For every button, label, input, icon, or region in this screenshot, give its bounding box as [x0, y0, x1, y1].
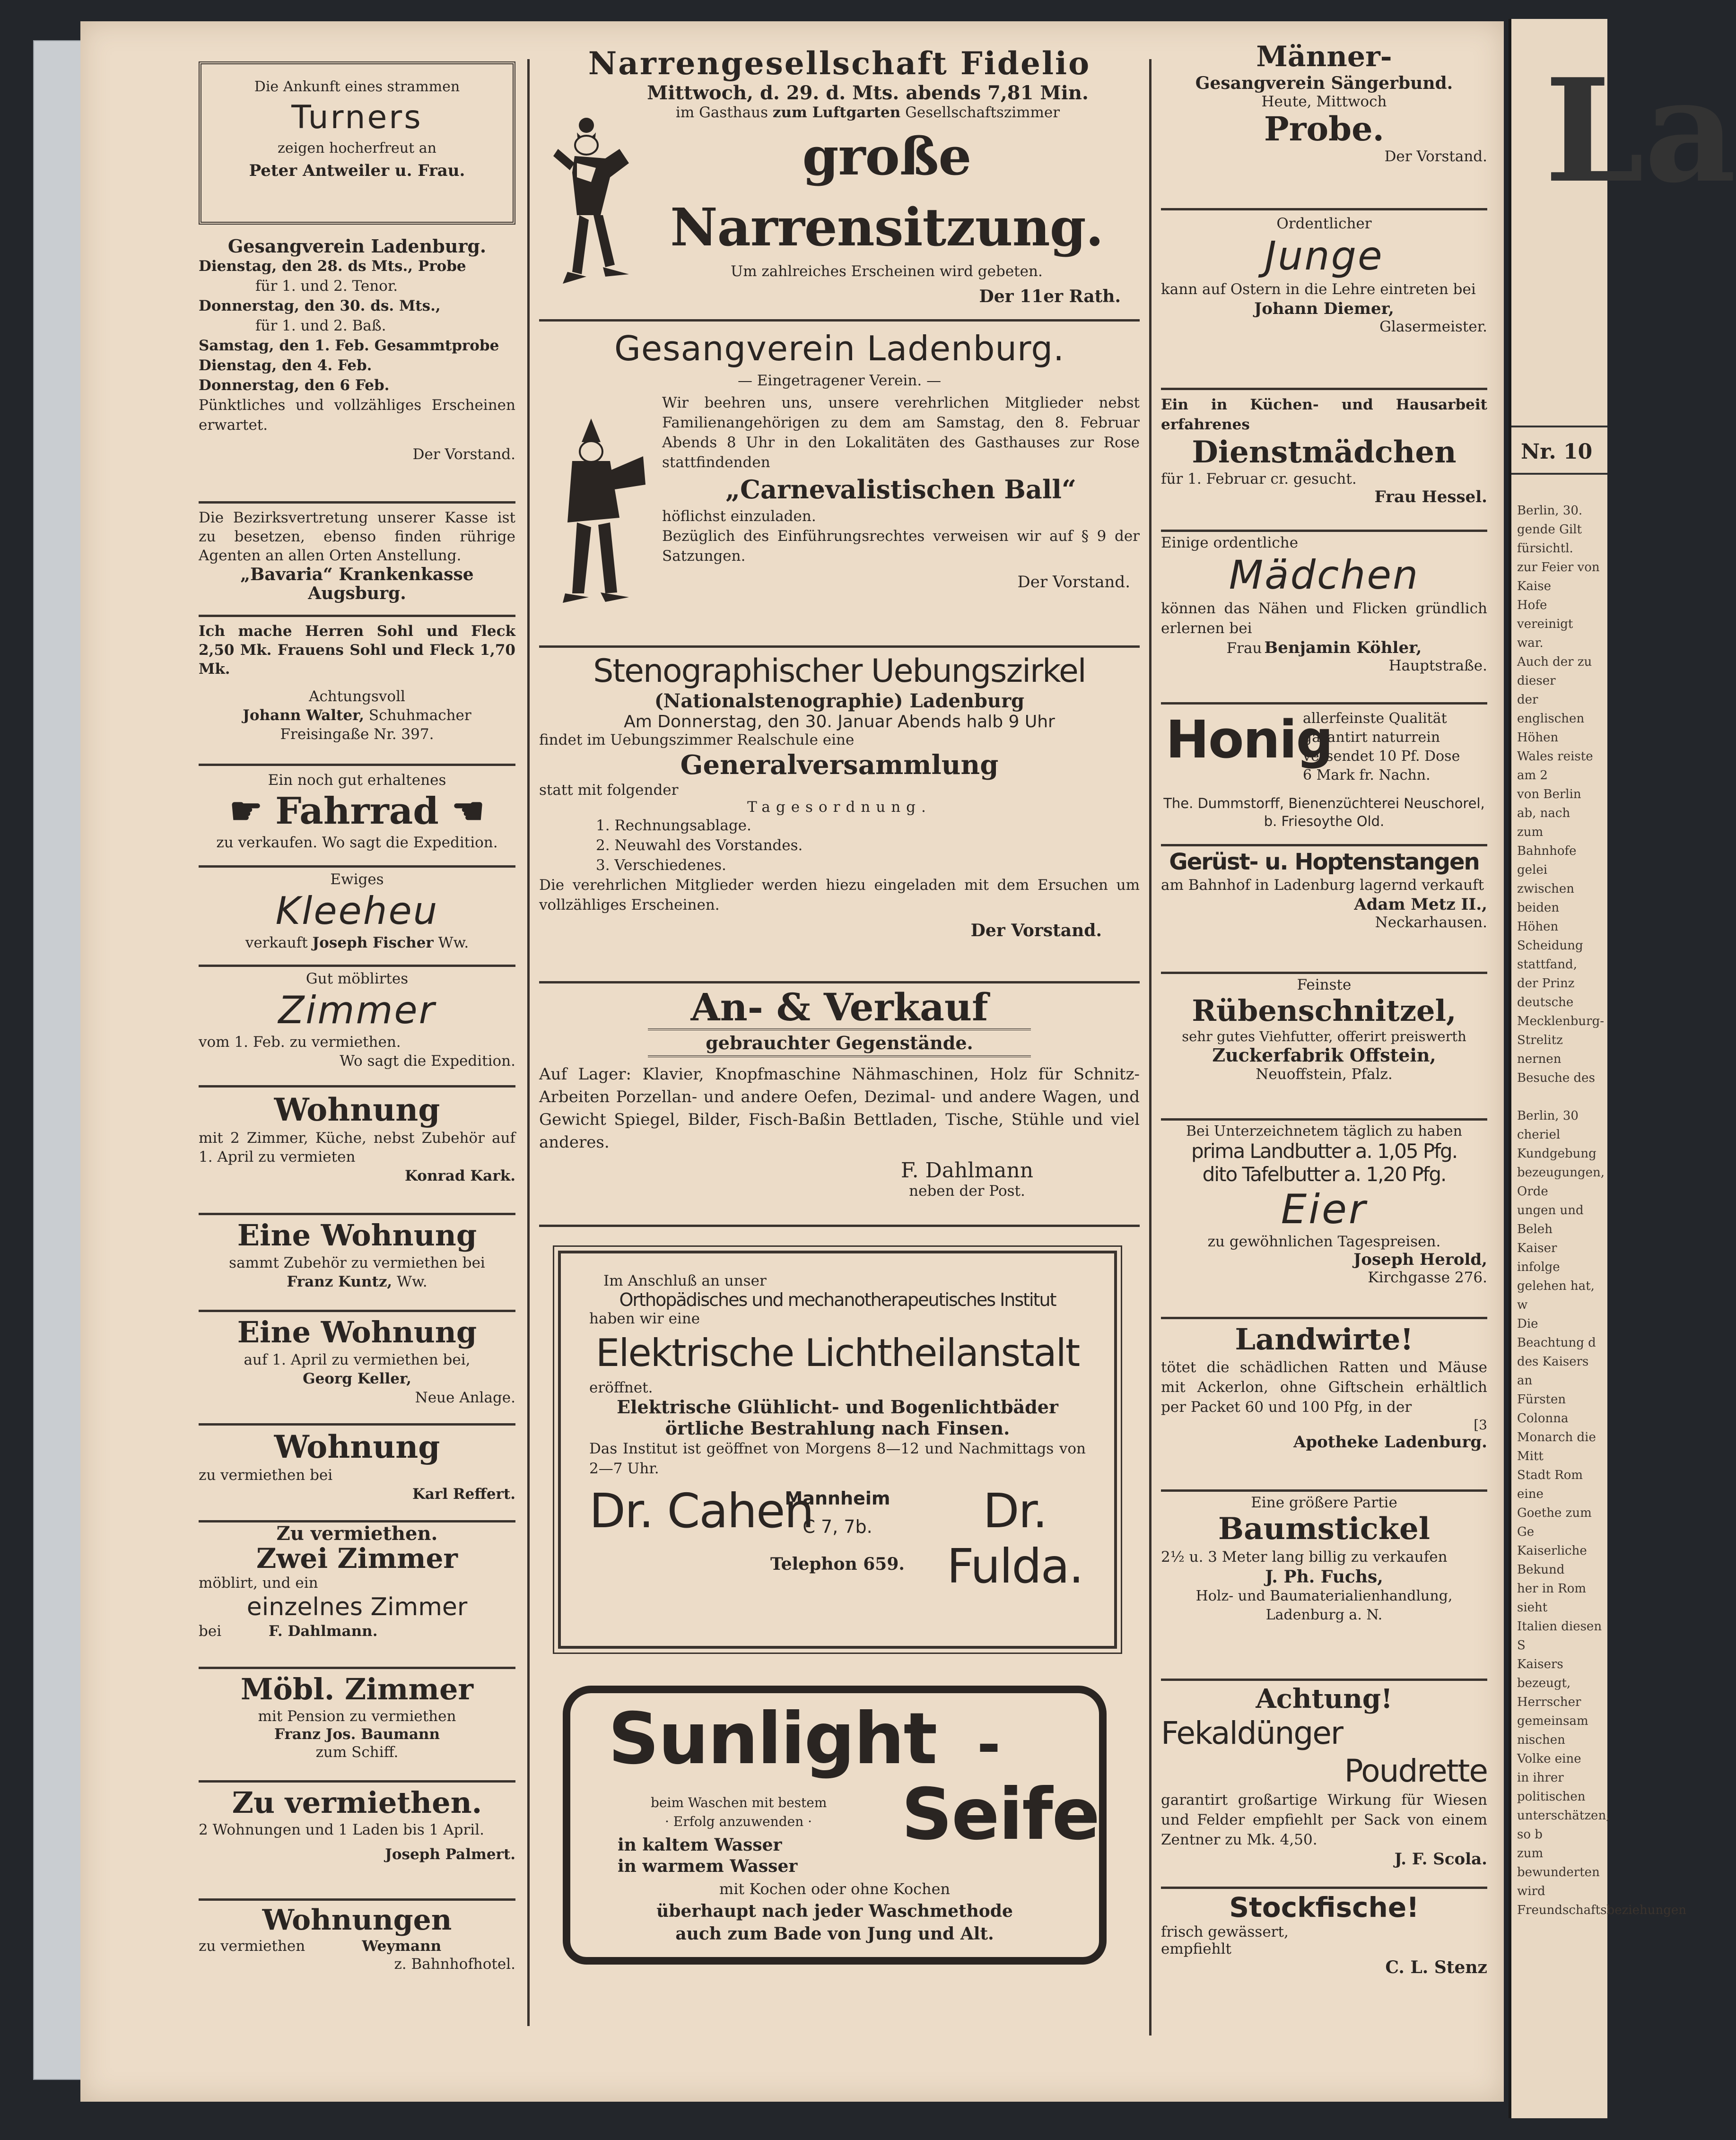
dienst-name: Frau Hessel.	[1374, 487, 1487, 506]
geruest-big: Gerüst- u. Hoptenstangen	[1169, 849, 1479, 875]
ad-butter-eier	[1161, 1123, 1487, 1286]
gesangverein-line8: Pünktliches und vollzähliges Erscheinen erwartet.	[199, 397, 515, 434]
sunlight-line1: beim Waschen mit bestem	[651, 1795, 827, 1810]
zwei-heading: Zu vermiethen.	[276, 1522, 438, 1545]
gesangverein-line1: Dienstag, den 28. ds Mts., Probe	[199, 258, 466, 275]
ruben-line1: Feinste	[1297, 976, 1352, 993]
maenner-big: Probe.	[1264, 109, 1385, 148]
ad-baumstickel	[1161, 1494, 1487, 1625]
walter-name: Johann Walter,	[243, 707, 364, 724]
wohnung1-text: mit 2 Zimmer, Küche, nebst Zubehör auf 1. April zu vermieten	[199, 1130, 515, 1166]
stock-line1: frisch gewässert,	[1161, 1923, 1289, 1940]
divider	[1161, 1489, 1487, 1492]
stock-big: Stockfische!	[1229, 1891, 1419, 1923]
eier-big: Eier	[1281, 1186, 1368, 1233]
gesangverein-line6: Dienstag, den 4. Feb.	[199, 357, 372, 374]
ad-stenographie	[539, 652, 1140, 940]
steno-agenda-item: 2. Neuwahl des Vorstandes.	[596, 837, 803, 854]
fahrrad-line1: Ein noch gut erhaltenes	[268, 772, 446, 789]
dienst-text: Ein in Küchen- und Hausarbeit erfahrenes	[1161, 396, 1487, 433]
licht-content	[561, 1272, 1114, 1594]
maedchen-line1: Einige ordentliche	[1161, 534, 1299, 551]
turners-names: Peter Antweiler u. Frau.	[249, 161, 465, 180]
ad-stockfische	[1161, 1891, 1487, 1977]
divider	[199, 1667, 515, 1669]
maedchen-address: Hauptstraße.	[1388, 657, 1487, 674]
divider	[199, 965, 515, 967]
fahrrad-title	[199, 790, 515, 833]
maenner-line1: Gesangverein Sängerbund.	[1195, 73, 1453, 93]
geruest-address: Neckarhausen.	[1375, 914, 1487, 931]
zimmer-title: Zimmer	[278, 988, 436, 1032]
junge-line1: Ordentlicher	[1276, 215, 1372, 232]
dienst-line2: für 1. Februar cr. gesucht.	[1161, 470, 1357, 487]
bavaria-city: Augsburg.	[308, 583, 406, 603]
fahrrad-word: Fahrrad	[275, 790, 439, 833]
ruben-text: sehr gutes Viehfutter, offerirt preiswerth	[1182, 1028, 1466, 1044]
divider	[1161, 1679, 1487, 1681]
sunlight-line2: · Erfolg anzuwenden ·	[665, 1814, 812, 1829]
baum-big: Baumstickel	[1218, 1511, 1431, 1547]
zwei-title2: einzelnes Zimmer	[246, 1593, 468, 1621]
zimmer-line2: vom 1. Feb. zu vermiethen.	[199, 1034, 401, 1051]
landwirte-mark: [3	[1474, 1417, 1487, 1433]
ad-fekalduenger	[1161, 1683, 1487, 1869]
ad-turners	[199, 61, 515, 225]
pointing-hand-icon: ☛	[229, 790, 276, 833]
eier-line3: dito Tafelbutter a. 1,20 Pfg.	[1202, 1163, 1446, 1186]
eier-line4: zu gewöhnlichen Tagespreisen.	[1207, 1233, 1441, 1250]
divider	[199, 865, 515, 868]
ad-an-und-verkauf	[539, 986, 1140, 1200]
divider	[1161, 1118, 1487, 1121]
licht-line6: örtliche Bestrahlung nach Finsen.	[665, 1418, 1010, 1439]
achtung-text: garantirt großartige Wirkung für Wiesen und Felder empfiehlt per Sack von einem Zentner zu Mk. 4,50.	[1161, 1792, 1487, 1848]
licht-city: Mannheim	[785, 1488, 890, 1509]
achtung-big: Achtung!	[1256, 1683, 1393, 1714]
wohnung1-name: Konrad Kark.	[405, 1167, 515, 1184]
wohnungen-text: zu vermiethen	[199, 1938, 305, 1955]
landwirte-big: Landwirte!	[1235, 1322, 1413, 1357]
divider	[539, 981, 1140, 983]
steno-line4: Die verehrlichen Mitglieder werden hiezu eingeladen mit dem Ersuchen um vollzähliges Erscheinen.	[539, 877, 1140, 913]
eier-line2: prima Landbutter a. 1,05 Pfg.	[1191, 1140, 1457, 1163]
ball-line3: Bezüglich des Einführungsrechtes verweisen wir auf § 9 der Satzungen.	[662, 528, 1140, 565]
divider	[539, 1225, 1140, 1227]
bavaria-name: „Bavaria“ Krankenkasse	[240, 565, 474, 584]
divider	[1511, 473, 1607, 475]
achtung-big2: Fekaldünger	[1161, 1715, 1343, 1751]
wohnung3-name: Georg Keller,	[303, 1370, 411, 1387]
wohnung2-name: Franz Kuntz,	[287, 1273, 393, 1290]
wohnung2-title: Eine Wohnung	[237, 1218, 477, 1253]
zimmer-line3: Wo sagt die Expedition.	[340, 1053, 515, 1070]
wohnung2-text: sammt Zubehör zu vermiethen bei	[229, 1254, 485, 1271]
geruest-name: Adam Metz II.,	[1354, 895, 1487, 914]
gesangverein-line3: Donnerstag, den 30. ds. Mts.,	[199, 297, 441, 314]
walter-greeting: Achtungsvoll	[309, 688, 405, 705]
divider	[1161, 388, 1487, 390]
walter-trade: Schuhmacher	[368, 707, 471, 724]
sunlight-line4: in warmem Wasser	[618, 1856, 798, 1876]
zwei-name: F. Dahlmann.	[268, 1623, 378, 1640]
walter-text: Ich mache Herren Sohl und Fleck 2,50 Mk. Frauens Sohl und Fleck 1,70 Mk.	[199, 623, 515, 678]
zwei-bei: bei	[199, 1623, 222, 1640]
steno-line2: findet im Uebungszimmer Realschule eine	[539, 731, 855, 748]
steno-line3: statt mit folgender	[539, 782, 679, 799]
steno-signature: Der Vorstand.	[970, 921, 1102, 940]
ad-wohnungen-weymann	[199, 1903, 515, 1973]
wohnungen-address: z. Bahnhofhotel.	[394, 1956, 515, 1973]
landwirte-text: tötet die schädlichen Ratten und Mäuse mit Ackerlon, ohne Giftschein erhältlich per Packet 60 und 100 Pfg, in der	[1161, 1359, 1487, 1416]
ad-rubenschnitzel	[1161, 976, 1487, 1083]
ad-gesangverein-probe	[199, 236, 515, 464]
divider	[199, 1310, 515, 1312]
honig-line1: allerfeinste Qualität	[1303, 710, 1447, 727]
honig-line3: versendet 10 Pf. Dose	[1303, 748, 1460, 765]
licht-telephone: Telephon 659.	[770, 1554, 905, 1574]
divider	[1161, 1887, 1487, 1889]
ad-maedchen	[1161, 534, 1487, 674]
wohnung4-title: Wohnung	[274, 1428, 440, 1465]
honig-details	[1303, 709, 1487, 785]
ball-signature: Der Vorstand.	[1017, 573, 1130, 592]
verkauf-text: Auf Lager: Klavier, Knopfmaschine Nähmaschinen, Holz für Schnitz-Arbeiten Porzellan- und andere Oefen, Dezimal- und andere Wagen, und Gewicht Spiegel, Bilder, Fisch-Baßin Bettladen, Tische, Stühle und viel anderes.	[539, 1065, 1140, 1152]
jester-illustration-icon	[549, 111, 653, 310]
gesangverein-signature: Der Vorstand.	[412, 446, 515, 463]
baum-name: J. Ph. Fuchs,	[1265, 1567, 1383, 1587]
licht-line1: Im Anschluß an unser	[603, 1272, 767, 1289]
ball-text: Wir beehren uns, unsere verehrlichen Mitglieder nebst Familienangehörigen zu dem am Samstag, den 8. Februar Abends 8 Uhr in den Lokalitäten des Gasthauses zur Rose stattfindenden	[662, 394, 1140, 471]
kleeheu-suffix: Ww.	[438, 934, 469, 951]
stock-line2: empfiehlt	[1161, 1940, 1231, 1957]
steno-agenda-title: Tagesordnung.	[747, 799, 932, 816]
maenner-line2: Heute, Mittwoch	[1261, 93, 1387, 110]
divider	[199, 1780, 515, 1783]
honig-line2: garantirt naturrein	[1303, 729, 1440, 746]
newspaper-page	[80, 21, 1504, 2102]
ad-wohnung-reffert	[199, 1428, 515, 1504]
ad-lichtheilanstalt	[558, 1251, 1117, 1649]
ad-zwei-zimmer	[199, 1522, 515, 1640]
fidelio-signature: Der 11er Rath.	[979, 287, 1121, 306]
junge-big: Junge	[1265, 233, 1384, 279]
steno-agenda-item: 3. Verschiedenes.	[596, 857, 726, 874]
ad-kleeheu	[199, 870, 515, 952]
junge-text: kann auf Ostern in die Lehre eintreten bei	[1161, 281, 1476, 298]
ad-wohnung-kuntz	[199, 1218, 515, 1291]
divider	[1161, 844, 1487, 846]
licht-institute: Orthopädisches und mechanotherapeutisches Institut	[619, 1289, 1056, 1310]
sunlight-dash: -	[977, 1712, 1000, 1778]
zuverm-text: 2 Wohnungen und 1 Laden bis 1 April.	[199, 1821, 484, 1838]
junge-name: Johann Diemer,	[1254, 299, 1394, 318]
moebl-text: mit Pension zu vermiethen	[258, 1708, 456, 1725]
divider	[199, 1213, 515, 1215]
wohnung2-suffix: Ww.	[397, 1273, 427, 1290]
next-issue-number: Nr. 10	[1521, 440, 1593, 464]
kleeheu-line2: verkauft	[245, 934, 308, 951]
baum-line1: Eine größere Partie	[1251, 1494, 1397, 1511]
steno-big: Generalversammlung	[680, 749, 999, 781]
fidelio-venue-b: zum Luftgarten	[772, 104, 901, 121]
sunlight-word2: Seife	[901, 1774, 1099, 1856]
wohnung3-text: auf 1. April zu vermiethen bei,	[244, 1351, 471, 1368]
moebl-name: Franz Jos. Baumann	[274, 1726, 440, 1743]
gesangverein-line2: für 1. und 2. Tenor.	[255, 278, 398, 295]
sunlight-line5: mit Kochen oder ohne Kochen	[719, 1880, 951, 1898]
wohnung4-name: Karl Reffert.	[412, 1486, 515, 1503]
ad-sunlight-seife	[563, 1686, 1107, 1965]
kleeheu-name: Joseph Fischer	[312, 934, 434, 951]
wohnung1-title: Wohnung	[274, 1091, 440, 1128]
ad-junge	[1161, 215, 1487, 335]
fidelio-big: große Narrensitzung.	[670, 126, 1103, 258]
dienst-big: Dienstmädchen	[1192, 435, 1457, 470]
fidelio-date: Mittwoch, d. 29. d. Mts. abends 7,81 Min.	[647, 82, 1089, 104]
ruben-address: Neuoffstein, Pfalz.	[1256, 1066, 1393, 1083]
ad-zimmer	[199, 969, 515, 1070]
licht-line3: haben wir eine	[589, 1310, 700, 1327]
ad-landwirte	[1161, 1322, 1487, 1452]
fidelio-venue-a: im Gasthaus	[675, 104, 768, 121]
fidelio-venue-c: Gesellschaftszimmer	[905, 104, 1060, 121]
sunlight-word1: Sunlight	[608, 1698, 937, 1780]
pointing-hand-icon: ☚	[438, 790, 485, 833]
maedchen-name: Benjamin Köhler,	[1264, 638, 1422, 657]
eier-line1: Bei Unterzeichnetem täglich zu haben	[1186, 1123, 1462, 1140]
kleeheu-title: Kleeheu	[275, 889, 439, 933]
walter-address: Freisingaße Nr. 397.	[280, 726, 434, 743]
steno-date: Am Donnerstag, den 30. Januar Abends halb 9 Uhr	[624, 712, 1055, 731]
column-rule-right	[1149, 59, 1152, 2036]
fahrrad-line2: zu verkaufen. Wo sagt die Expedition.	[216, 834, 498, 851]
column-rule-left	[527, 59, 530, 2026]
next-article-text: Berlin, 30. gende Gilt fürsichtl. zur Feier von Kaise Hofe vereinigt war. Auch der zu dieser der englischen Höhen Wales reiste am 2 von Berlin ab, nach zum Bahnhofe gelei zwischen beiden Höhen Scheidung stattfand, der Prinz deutsche Mecklenburg-Strelitz nernen Besuche des Berlin, 30 cheriel Kundgebung bezeugungen, Orde ungen und Beleh Kaiser infolge gelehen hat, w Die Beachtung d des Kaisers an Fürsten Colonna Monarch die Mitt Stadt Rom eine Goethe zum Ge Kaiserliche Bekund her in Rom sieht Italien diesen S Kaisers bezeugt, Herrscher gemeinsam nischen Volke eine in ihrer politischen unterschätzen, so b zum bewunderten wird Freundschaftsbeziehungen	[1517, 504, 1686, 1917]
maedchen-big: Mädchen	[1229, 552, 1420, 598]
turners-line2: zeigen hocherfreut an	[278, 140, 436, 157]
maenner-title: Männer-	[1256, 40, 1392, 73]
ad-fahrrad	[199, 771, 515, 852]
honig-big: Honig	[1166, 709, 1333, 770]
geruest-text: am Bahnhof in Ladenburg lagernd verkauft	[1161, 877, 1484, 894]
licht-hours: Das Institut ist geöffnet von Morgens 8—12 und Nachmittags von 2—7 Uhr.	[589, 1440, 1086, 1477]
verkauf-subtitle: gebrauchter Gegenstände.	[648, 1028, 1031, 1057]
ad-bavaria	[199, 508, 515, 603]
honig-address: The. Dummstorff, Bienenzüchterei Neuschorel, b. Friesoythe Old.	[1163, 795, 1485, 829]
eier-name: Joseph Herold,	[1353, 1250, 1487, 1269]
wohnung4-text: zu vermiethen bei	[199, 1467, 333, 1484]
licht-address: C 7, 7b.	[803, 1516, 872, 1537]
achtung-name: J. F. Scola.	[1394, 1850, 1487, 1869]
verkauf-address: neben der Post.	[909, 1183, 1025, 1200]
divider	[539, 319, 1140, 322]
sunlight-line6: überhaupt nach jeder Waschmethode	[656, 1901, 1013, 1921]
divider	[1161, 208, 1487, 210]
divider	[1161, 972, 1487, 974]
divider	[199, 764, 515, 766]
ad-wohnung-keller	[199, 1314, 515, 1407]
steno-agenda-item: 1. Rechnungsablage.	[596, 817, 751, 834]
next-masthead: La	[1544, 47, 1736, 214]
zwei-title: Zwei Zimmer	[256, 1542, 458, 1575]
ball-subtitle: — Eingetragener Verein. —	[737, 372, 942, 389]
ruben-big: Rübenschnitzel,	[1192, 993, 1457, 1028]
honig-line4: 6 Mark fr. Nachn.	[1303, 767, 1431, 783]
sunlight-line7: auch zum Bade von Jung und Alt.	[675, 1924, 994, 1944]
steno-agenda	[539, 816, 1140, 875]
moebl-title: Möbl. Zimmer	[240, 1672, 474, 1706]
ad-honig	[1161, 709, 1487, 837]
ad-dienstmaedchen	[1161, 395, 1487, 506]
wohnungen-title: Wohnungen	[262, 1904, 452, 1937]
sunlight-line3: in kaltem Wasser	[618, 1835, 782, 1855]
licht-doctor1: Dr. Cahen	[589, 1483, 813, 1539]
gesangverein-line5: Samstag, den 1. Feb. Gesammtprobe	[199, 337, 499, 354]
turners-title: Turners	[291, 99, 423, 136]
junge-address: Glasermeister.	[1379, 318, 1487, 335]
licht-line5: Elektrische Glühlicht- und Bogenlichtbäder	[617, 1396, 1058, 1418]
eier-address: Kirchgasse 276.	[1368, 1269, 1487, 1286]
zwei-line2: möblirt, und ein	[199, 1575, 318, 1592]
achtung-big3: Poudrette	[1344, 1753, 1487, 1789]
divider	[1161, 530, 1487, 532]
licht-doctor2: Dr. Fulda.	[947, 1483, 1083, 1594]
divider	[199, 1423, 515, 1426]
moebl-address: zum Schiff.	[315, 1744, 399, 1761]
divider	[1511, 426, 1607, 427]
zimmer-line1: Gut möblirtes	[305, 970, 409, 987]
steno-title: Stenographischer Uebungszirkel	[593, 652, 1086, 690]
ad-maenner-gesangverein	[1161, 40, 1487, 165]
ad-moebl-zimmer	[199, 1671, 515, 1761]
divider	[1161, 1317, 1487, 1319]
gesangverein-line4: für 1. und 2. Baß.	[255, 317, 386, 334]
ruben-name: Zuckerfabrik Offstein,	[1212, 1044, 1436, 1066]
fidelio-request: Um zahlreiches Erscheinen wird gebeten.	[731, 263, 1043, 280]
maedchen-frau: Frau	[1226, 640, 1262, 657]
zuverm-name: Joseph Palmert.	[385, 1846, 515, 1863]
wohnung3-title: Eine Wohnung	[237, 1315, 477, 1349]
kleeheu-line1: Ewiges	[330, 871, 384, 888]
divider	[199, 1898, 515, 1901]
licht-big: Elektrische Lichtheilanstalt	[595, 1331, 1080, 1375]
stock-name: C. L. Stenz	[1385, 1957, 1487, 1977]
baum-text: 2½ u. 3 Meter lang billig zu verkaufen	[1161, 1548, 1448, 1566]
landwirte-name: Apotheke Ladenburg.	[1293, 1433, 1487, 1452]
gesangverein-line7: Donnerstag, den 6 Feb.	[199, 377, 390, 394]
divider	[199, 615, 515, 617]
maenner-signature: Der Vorstand.	[1384, 148, 1487, 165]
wohnung3-address: Neue Anlage.	[415, 1389, 515, 1406]
divider	[539, 645, 1140, 648]
ball-title: Gesangverein Ladenburg.	[614, 329, 1064, 368]
fidelio-title: Narrengesellschaft Fidelio	[588, 45, 1091, 82]
ad-geruest-stangen	[1161, 849, 1487, 931]
ball-line2: höflichst einzuladen.	[662, 508, 816, 525]
zuverm-title: Zu vermiethen.	[232, 1785, 482, 1820]
wohnungen-name: Weymann	[362, 1938, 442, 1955]
gesangverein-title: Gesangverein Ladenburg.	[227, 235, 487, 257]
pierrot-illustration-icon	[553, 414, 648, 612]
ad-wohnung-kark	[199, 1091, 515, 1185]
bavaria-text: Die Bezirksvertretung unserer Kasse ist zu besetzen, ebenso finden rührige Agenten an allen Orten Anstellung.	[199, 509, 515, 564]
steno-subtitle: (Nationalstenographie) Ladenburg	[654, 690, 1025, 712]
verkauf-title: An- & Verkauf	[690, 985, 988, 1029]
licht-line4: eröffnet.	[589, 1379, 653, 1396]
maedchen-text: können das Nähen und Flicken gründlich erlernen bei	[1161, 600, 1487, 637]
ball-big: „Carnevalistischen Ball“	[725, 474, 1077, 505]
verkauf-name: F. Dahlmann	[900, 1158, 1034, 1183]
divider	[199, 501, 515, 504]
next-page-edge	[1509, 19, 1736, 2118]
divider	[199, 1085, 515, 1087]
ad-walter	[199, 622, 515, 744]
turners-line1: Die Ankunft eines strammen	[254, 78, 460, 95]
divider	[1161, 702, 1487, 705]
baum-address: Holz- und Baumaterialienhandlung, Ladenburg a. N.	[1195, 1588, 1453, 1623]
ad-zu-vermiethen	[199, 1785, 515, 1863]
